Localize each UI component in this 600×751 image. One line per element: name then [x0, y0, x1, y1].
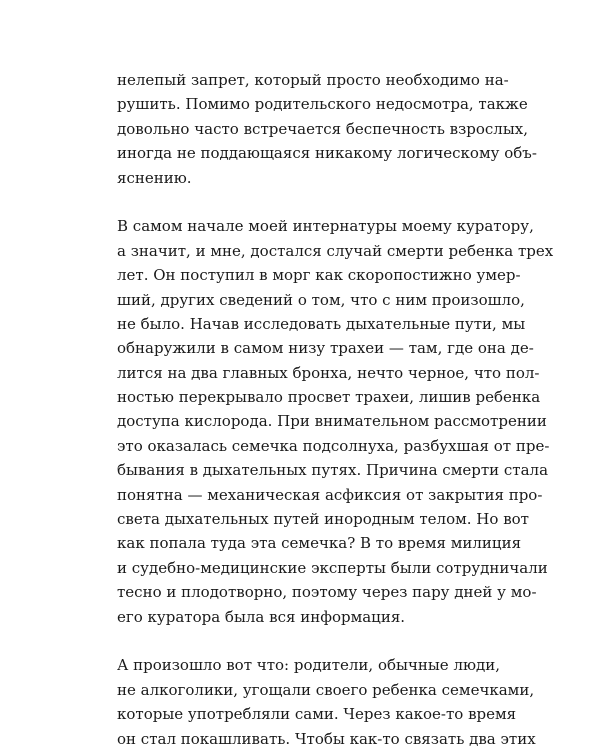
text-line: иногда не поддающаяся никакому логическому объ-: [117, 144, 537, 163]
text-line: лится на два главных бронха, нечто черное, что пол-: [117, 363, 540, 382]
text-line: которые употребляли сами. Через какое-то время: [117, 705, 517, 724]
text-line: он стал покашливать. Чтобы как-то связать два этих: [117, 729, 536, 748]
text-line: А произошло вот что: родители, обычные люди,: [117, 656, 501, 675]
text-line: бывания в дыхательных путях. Причина смерти стала: [117, 461, 549, 480]
text-line: нелепый запрет, который просто необходимо на-: [117, 71, 509, 89]
paragraph-2: [117, 214, 554, 629]
text-line: как попала туда эта семечка? В то время милиция: [117, 534, 522, 553]
text-line: это оказалась семечка подсолнуха, разбухшая от пре-: [117, 436, 550, 455]
body-text: [117, 68, 554, 751]
text-line: ностью перекрывало просвет трахеи, лишив ребенка: [117, 388, 541, 407]
text-line: а значит, и мне, достался случай смерти ребенка трех: [117, 241, 554, 260]
text-line: не алкоголики, угощали своего ребенка семечками,: [117, 680, 535, 699]
text-line: его куратора была вся информация.: [117, 607, 406, 626]
text-line: понятна — механическая асфиксия от закрытия про-: [117, 485, 543, 504]
text-line: света дыхательных путей инородным телом. Но вот: [117, 510, 529, 529]
paragraph-3: [117, 653, 536, 751]
text-line: не было. Начав исследовать дыхательные пути, мы: [117, 314, 526, 333]
text-line: и судебно-медицинские эксперты были сотрудничали: [117, 558, 548, 577]
text-line: тесно и плодотворно, поэтому через пару дней у мо-: [117, 583, 537, 602]
text-line: довольно часто встречается беспечность взрослых,: [117, 119, 528, 138]
paragraph-1: [117, 68, 537, 190]
text-line: ший, других сведений о том, что с ним произошло,: [117, 290, 525, 309]
text-line: яснению.: [117, 168, 192, 187]
text-line: В самом начале моей интернатуры моему куратору,: [117, 217, 534, 236]
text-line: обнаружили в самом низу трахеи — там, где она де-: [117, 339, 534, 358]
text-line: доступа кислорода. При внимательном рассмотрении: [117, 412, 547, 431]
text-line: рушить. Помимо родительского недосмотра, также: [117, 95, 528, 114]
text-line: лет. Он поступил в морг как скоропостижно умер-: [117, 266, 521, 285]
